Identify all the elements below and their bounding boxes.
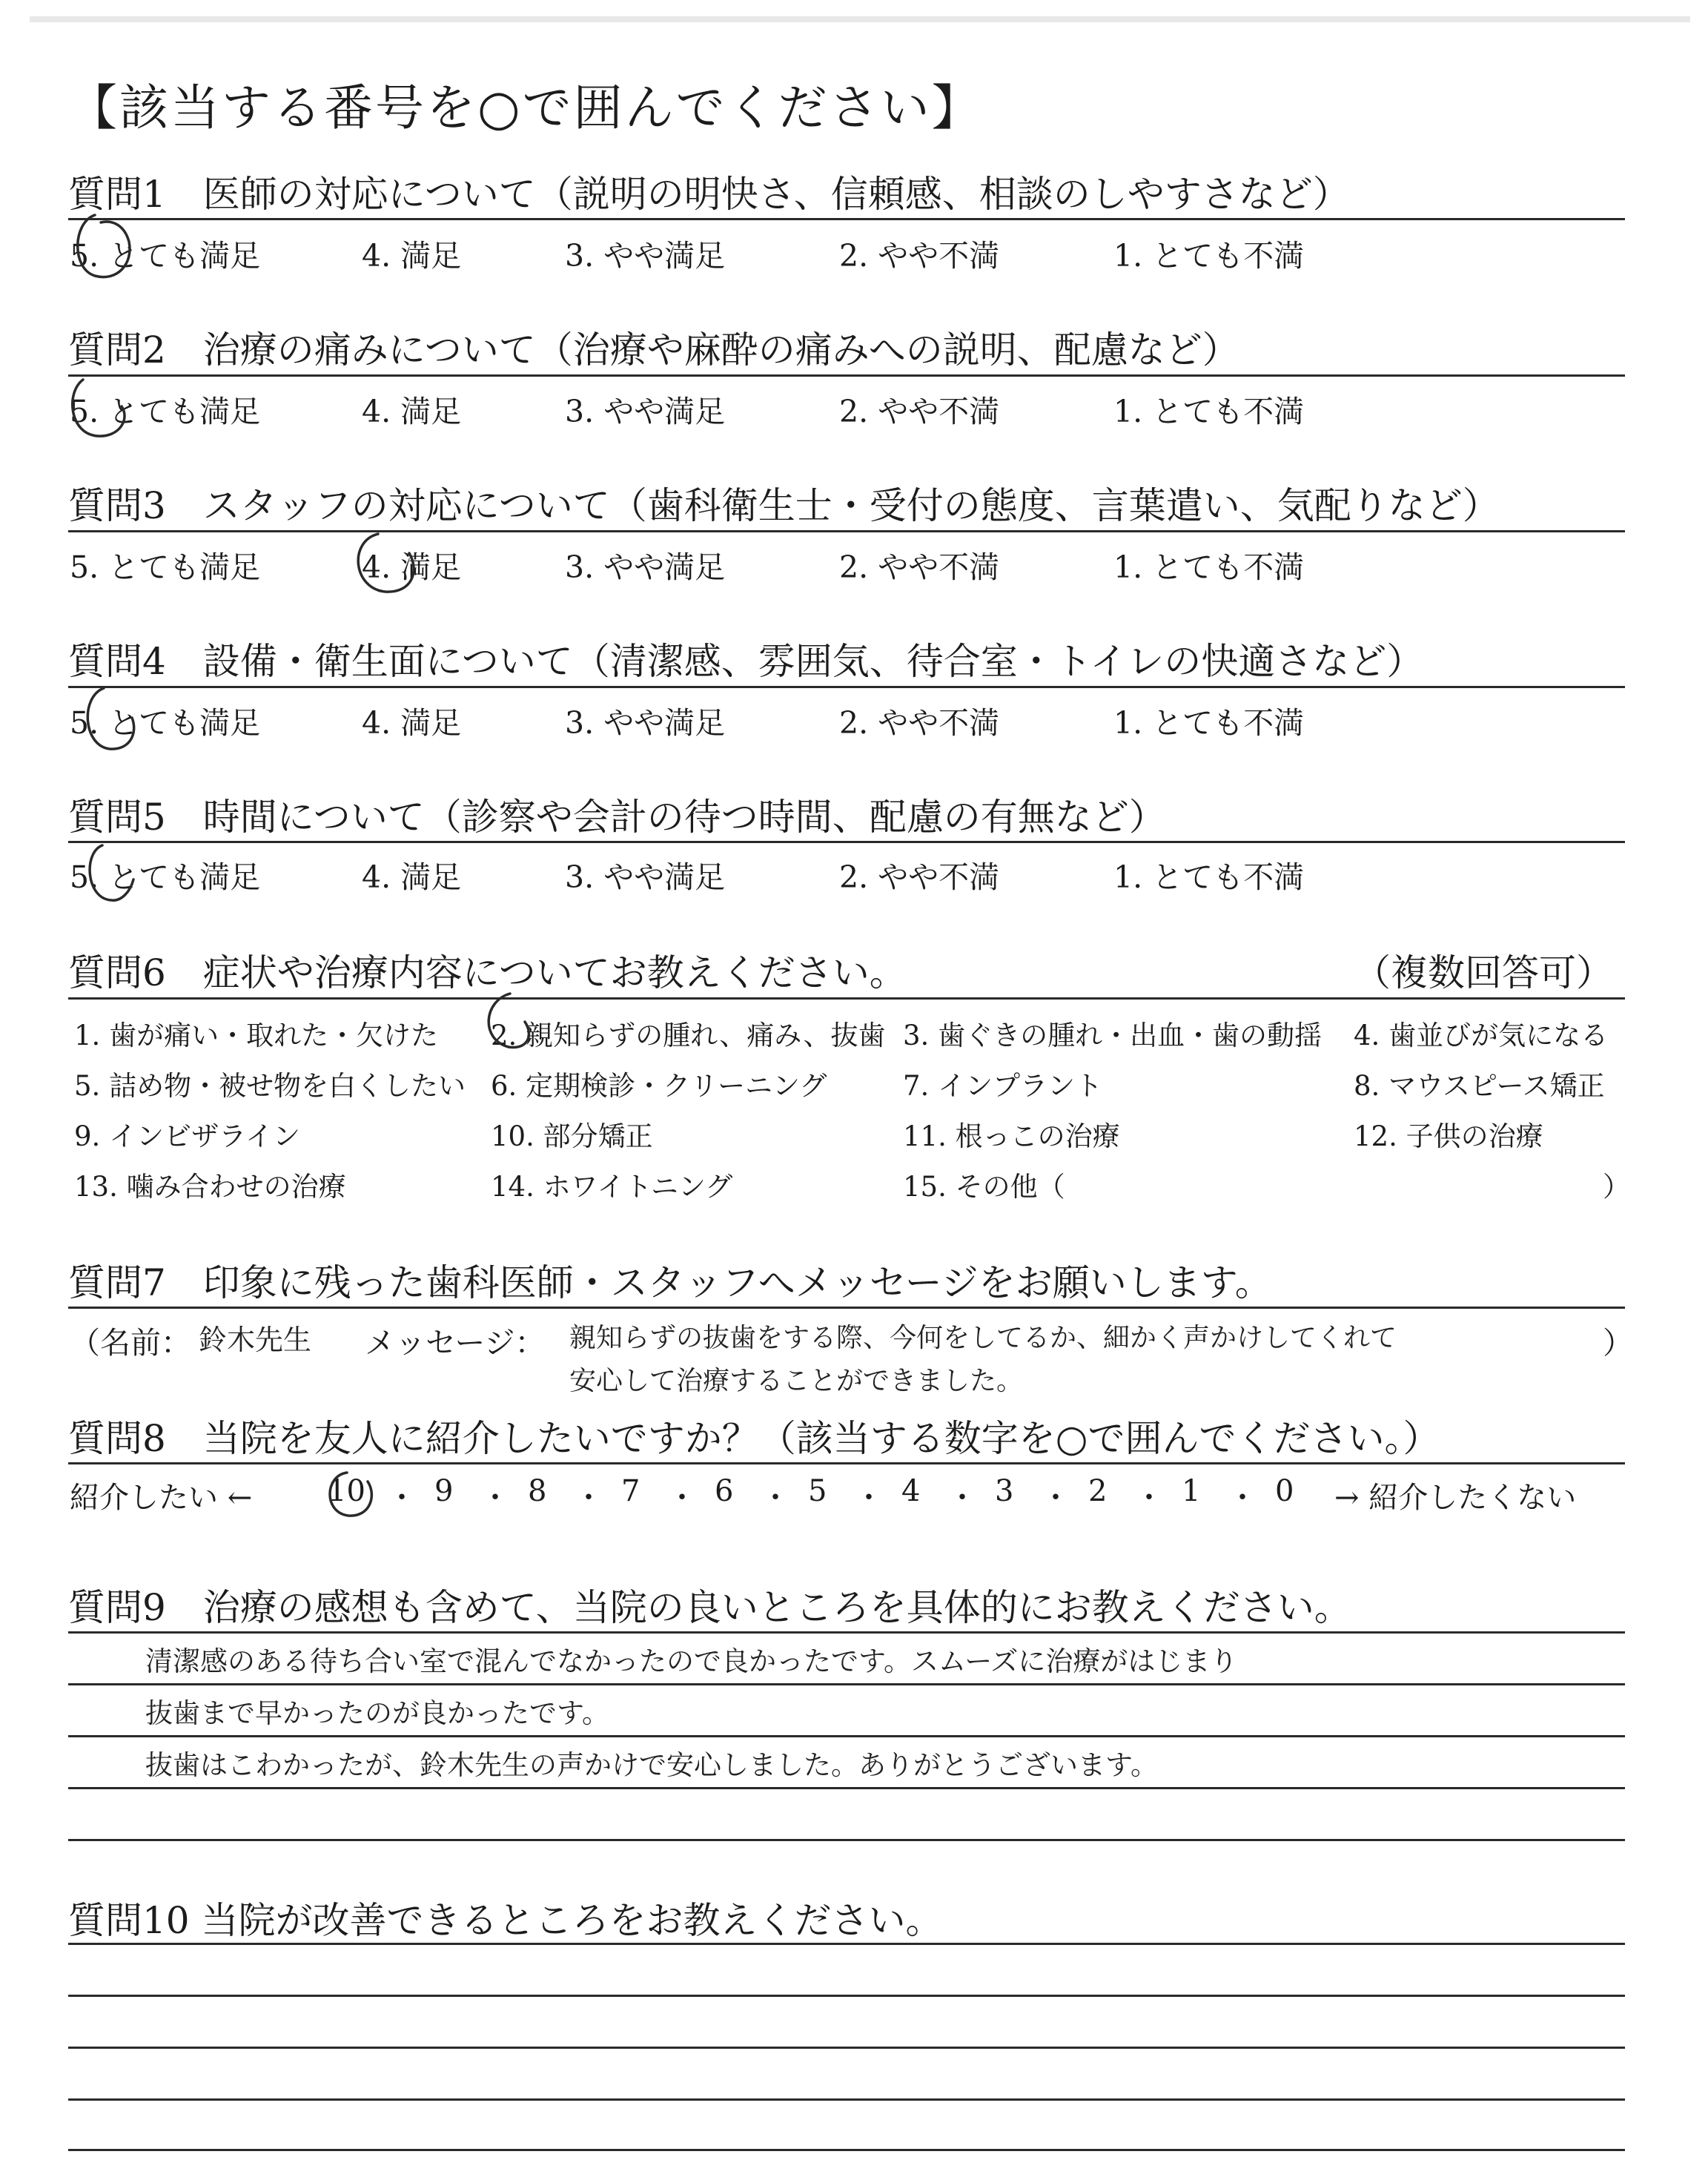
q5-option-3[interactable]: 3. やや満足 [565,859,726,895]
q7-message-line-2[interactable]: 安心して治療することができました。 [569,1366,1024,1396]
form-title: 【該当する番号を○で囲んでください】 [68,79,983,136]
q1-heading: 質問1 医師の対応について（説明の明快さ、信頼感、相談のしやすさなど） [68,173,1350,216]
q7-close-paren: ） [1603,1325,1633,1361]
q5-option-1[interactable]: 1. とても不満 [1113,859,1305,895]
q8-scale-9[interactable]: 9 [434,1474,454,1508]
q7-name-value[interactable]: 鈴木先生 [199,1324,312,1356]
q1-option-3[interactable]: 3. やや満足 [565,238,726,274]
q2-heading: 質問2 治療の痛みについて（治療や麻酔の痛みへの説明、配慮など） [68,328,1239,371]
q8-scale-6[interactable]: 6 [715,1474,734,1508]
q8-dot: ・ [574,1481,603,1515]
q8-dot: ・ [947,1481,977,1515]
q4-selection-circle [87,688,133,749]
q6-item-3[interactable]: 3. 歯ぐきの腫れ・出血・歯の動揺 [903,1020,1323,1051]
q4-option-4[interactable]: 4. 満足 [362,705,462,741]
q1-option-1[interactable]: 1. とても不満 [1113,238,1305,274]
q2-option-3[interactable]: 3. やや満足 [565,394,726,429]
q3-option-2[interactable]: 2. やや不満 [839,549,1000,585]
q4-option-1[interactable]: 1. とても不満 [1113,705,1305,741]
q7-message-line-1[interactable]: 親知らずの抜歯をする際、今何をしてるか、細かく声かけしてくれて [569,1323,1397,1353]
q1-option-2[interactable]: 2. やや不満 [839,238,1000,274]
q4-option-5[interactable]: 5. とても満足 [70,705,261,741]
q4-option-2[interactable]: 2. やや不満 [839,705,1000,741]
q2-option-5[interactable]: 5. とても満足 [70,394,261,429]
q8-dot: ・ [1041,1481,1070,1515]
q8-dot: ・ [387,1481,417,1515]
q8-dot: ・ [761,1481,790,1515]
q6-item-12[interactable]: 12. 子供の治療 [1354,1120,1543,1152]
q6-item-14[interactable]: 14. ホワイトニング [491,1171,733,1203]
q3-heading: 質問3 スタッフの対応について（歯科衛生士・受付の態度、言葉遣い、気配りなど） [68,484,1500,527]
q8-dot: ・ [854,1481,884,1515]
q6-item-1[interactable]: 1. 歯が痛い・取れた・欠けた [74,1020,439,1051]
q4-heading: 質問4 設備・衛生面について（清潔感、雰囲気、待合室・トイレの快適さなど） [68,640,1424,683]
q8-dot: ・ [480,1481,510,1515]
q5-heading: 質問5 時間について（診察や会計の待つ時間、配慮の有無など） [68,796,1166,839]
q9-heading: 質問9 治療の感想も含めて、当院の良いところを具体的にお教えください。 [68,1586,1351,1629]
q6-item-13[interactable]: 13. 噛み合わせの治療 [74,1171,346,1203]
q3-option-1[interactable]: 1. とても不満 [1113,549,1305,585]
q2-option-1[interactable]: 1. とても不満 [1113,394,1305,429]
q6-item-2[interactable]: 2. 親知らずの腫れ、痛み、抜歯 [491,1020,886,1051]
q5-option-4[interactable]: 4. 満足 [362,859,462,895]
q6-heading: 質問6 症状や治療内容についてお教えください。 [68,951,907,994]
q1-selection-circle [78,215,130,277]
q8-scale-10[interactable]: 10 [328,1474,365,1508]
q5-option-2[interactable]: 2. やや不満 [839,859,1000,895]
q8-scale-0[interactable]: 0 [1275,1474,1294,1508]
q2-option-2[interactable]: 2. やや不満 [839,394,1000,429]
q8-scale-5[interactable]: 5 [808,1474,827,1508]
q6-multiple-note: （複数回答可） [1354,951,1613,994]
q5-selection-circle [90,845,133,900]
q1-option-5[interactable]: 5. とても満足 [70,238,261,274]
q4-option-3[interactable]: 3. やや満足 [565,705,726,741]
q6-item-10[interactable]: 10. 部分矯正 [491,1120,653,1152]
q6-item-9[interactable]: 9. インビザライン [74,1120,300,1152]
q6-item-5[interactable]: 5. 詰め物・被せ物を白くしたい [74,1070,466,1102]
q8-right-label: → 紹介したくない [1334,1481,1577,1515]
q8-scale-1[interactable]: 1 [1182,1474,1201,1508]
q8-scale-2[interactable]: 2 [1088,1474,1108,1508]
q6-item-8[interactable]: 8. マウスピース矯正 [1354,1070,1605,1102]
q9-answer-line-3[interactable]: 抜歯はこわかったが、鈴木先生の声かけで安心しました。ありがとうございます。 [145,1749,1159,1781]
q3-option-5[interactable]: 5. とても満足 [70,549,261,585]
q2-option-4[interactable]: 4. 満足 [362,394,462,429]
q8-left-label: 紹介したい ← [70,1481,253,1515]
q8-scale-4[interactable]: 4 [901,1474,921,1508]
q3-selection-circle [358,534,414,592]
q8-scale-3[interactable]: 3 [995,1474,1014,1508]
q6-item-15-close: ） [1603,1171,1630,1203]
q6-item-11[interactable]: 11. 根っこの治療 [903,1120,1120,1152]
q8-dot: ・ [1228,1481,1257,1515]
q7-heading: 質問7 印象に残った歯科医師・スタッフへメッセージをお願いします。 [68,1261,1272,1304]
q6-selection-circle [489,994,529,1048]
q8-scale-7[interactable]: 7 [621,1474,640,1508]
q5-option-5[interactable]: 5. とても満足 [70,859,261,895]
q6-item-15[interactable]: 15. その他（ [903,1171,1065,1203]
q6-item-7[interactable]: 7. インプラント [903,1070,1103,1102]
q8-dot: ・ [1134,1481,1164,1515]
q9-answer-line-1[interactable]: 清潔感のある待ち合い室で混んでなかったので良かったです。スムーズに治療がはじまり [145,1645,1238,1677]
q7-name-label: （名前： [70,1325,191,1361]
q8-dot: ・ [667,1481,697,1515]
q10-heading: 質問10 当院が改善できるところをお教えください。 [68,1899,943,1942]
q8-heading: 質問8 当院を友人に紹介したいですか？（該当する数字を○で囲んでください。） [68,1417,1440,1460]
q7-message-label: メッセージ： [365,1325,546,1361]
q6-item-4[interactable]: 4. 歯並びが気になる [1354,1020,1609,1051]
q3-option-3[interactable]: 3. やや満足 [565,549,726,585]
q9-answer-line-2[interactable]: 抜歯まで早かったのが良かったです。 [145,1697,610,1729]
q8-scale-8[interactable]: 8 [528,1474,547,1508]
q2-selection-circle [73,380,125,436]
q3-option-4[interactable]: 4. 満足 [362,549,462,585]
q8-selection-circle [330,1473,371,1516]
q6-item-6[interactable]: 6. 定期検診・クリーニング [491,1070,827,1102]
q1-option-4[interactable]: 4. 満足 [362,238,462,274]
